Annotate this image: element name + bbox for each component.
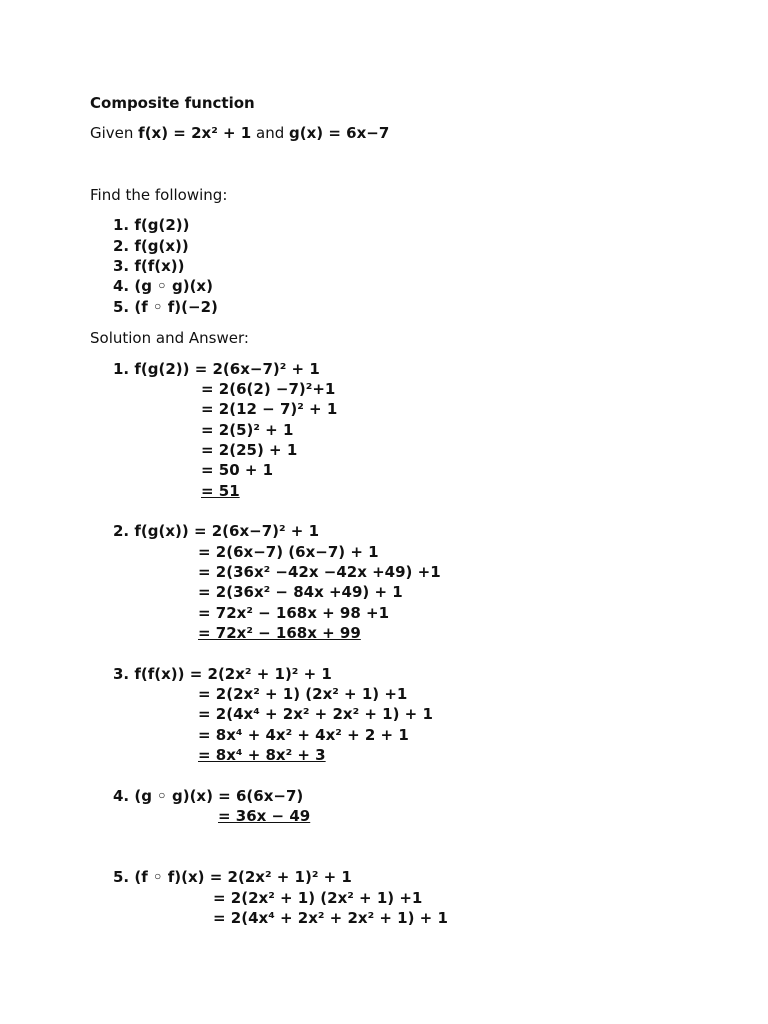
solution-1-step: = 2(12 − 7)² + 1 <box>201 400 338 418</box>
solution-2-step: 2. f(g(x)) = 2(6x−7)² + 1 <box>113 522 320 540</box>
solution-3-step: 3. f(f(x)) = 2(2x² + 1)² + 1 <box>113 665 332 683</box>
find-heading: Find the following: <box>90 186 228 204</box>
given-line <box>90 123 389 143</box>
f-definition: f(x) = 2x² + 1 <box>138 124 252 142</box>
problem-item: 4. (g ◦ g)(x) <box>113 277 213 295</box>
solution-5-step: = 2(4x⁴ + 2x² + 2x² + 1) + 1 <box>213 909 448 927</box>
solution-3-step: = 8x⁴ + 4x² + 4x² + 2 + 1 <box>198 726 409 744</box>
problem-item: 2. f(g(x)) <box>113 237 189 255</box>
g-definition: g(x) = 6x−7 <box>289 124 390 142</box>
problem-item: 3. f(f(x)) <box>113 257 185 275</box>
problem-item: 1. f(g(2)) <box>113 216 190 234</box>
solution-4-step: 4. (g ◦ g)(x) = 6(6x−7) <box>113 787 304 805</box>
document-title: Composite function <box>90 94 255 112</box>
given-prefix: Given <box>90 124 139 142</box>
solution-5-step: 5. (f ◦ f)(x) = 2(2x² + 1)² + 1 <box>113 868 352 886</box>
solution-3-step: = 2(2x² + 1) (2x² + 1) +1 <box>198 685 408 703</box>
solution-2-step: = 2(36x² −42x −42x +49) +1 <box>198 563 441 581</box>
solution-1-step: = 2(25) + 1 <box>201 441 298 459</box>
solution-4-answer: = 36x − 49 <box>218 807 311 825</box>
solution-1-step: 1. f(g(2)) = 2(6x−7)² + 1 <box>113 360 320 378</box>
solution-1-step: = 50 + 1 <box>201 461 274 479</box>
solution-1-step: = 2(5)² + 1 <box>201 421 294 439</box>
solution-3-step: = 2(4x⁴ + 2x² + 2x² + 1) + 1 <box>198 705 433 723</box>
solution-heading: Solution and Answer: <box>90 329 249 347</box>
solution-2-answer: = 72x² − 168x + 99 <box>198 624 361 642</box>
solution-2-step: = 2(6x−7) (6x−7) + 1 <box>198 543 379 561</box>
solution-5-step: = 2(2x² + 1) (2x² + 1) +1 <box>213 889 423 907</box>
solution-1-step: = 2(6(2) −7)²+1 <box>201 380 336 398</box>
solution-2-step: = 72x² − 168x + 98 +1 <box>198 604 390 622</box>
given-and: and <box>251 124 289 142</box>
solution-3-answer: = 8x⁴ + 8x² + 3 <box>198 746 326 764</box>
solution-2-step: = 2(36x² − 84x +49) + 1 <box>198 583 403 601</box>
solution-1-answer: = 51 <box>201 482 240 500</box>
problem-item: 5. (f ◦ f)(−2) <box>113 298 218 316</box>
